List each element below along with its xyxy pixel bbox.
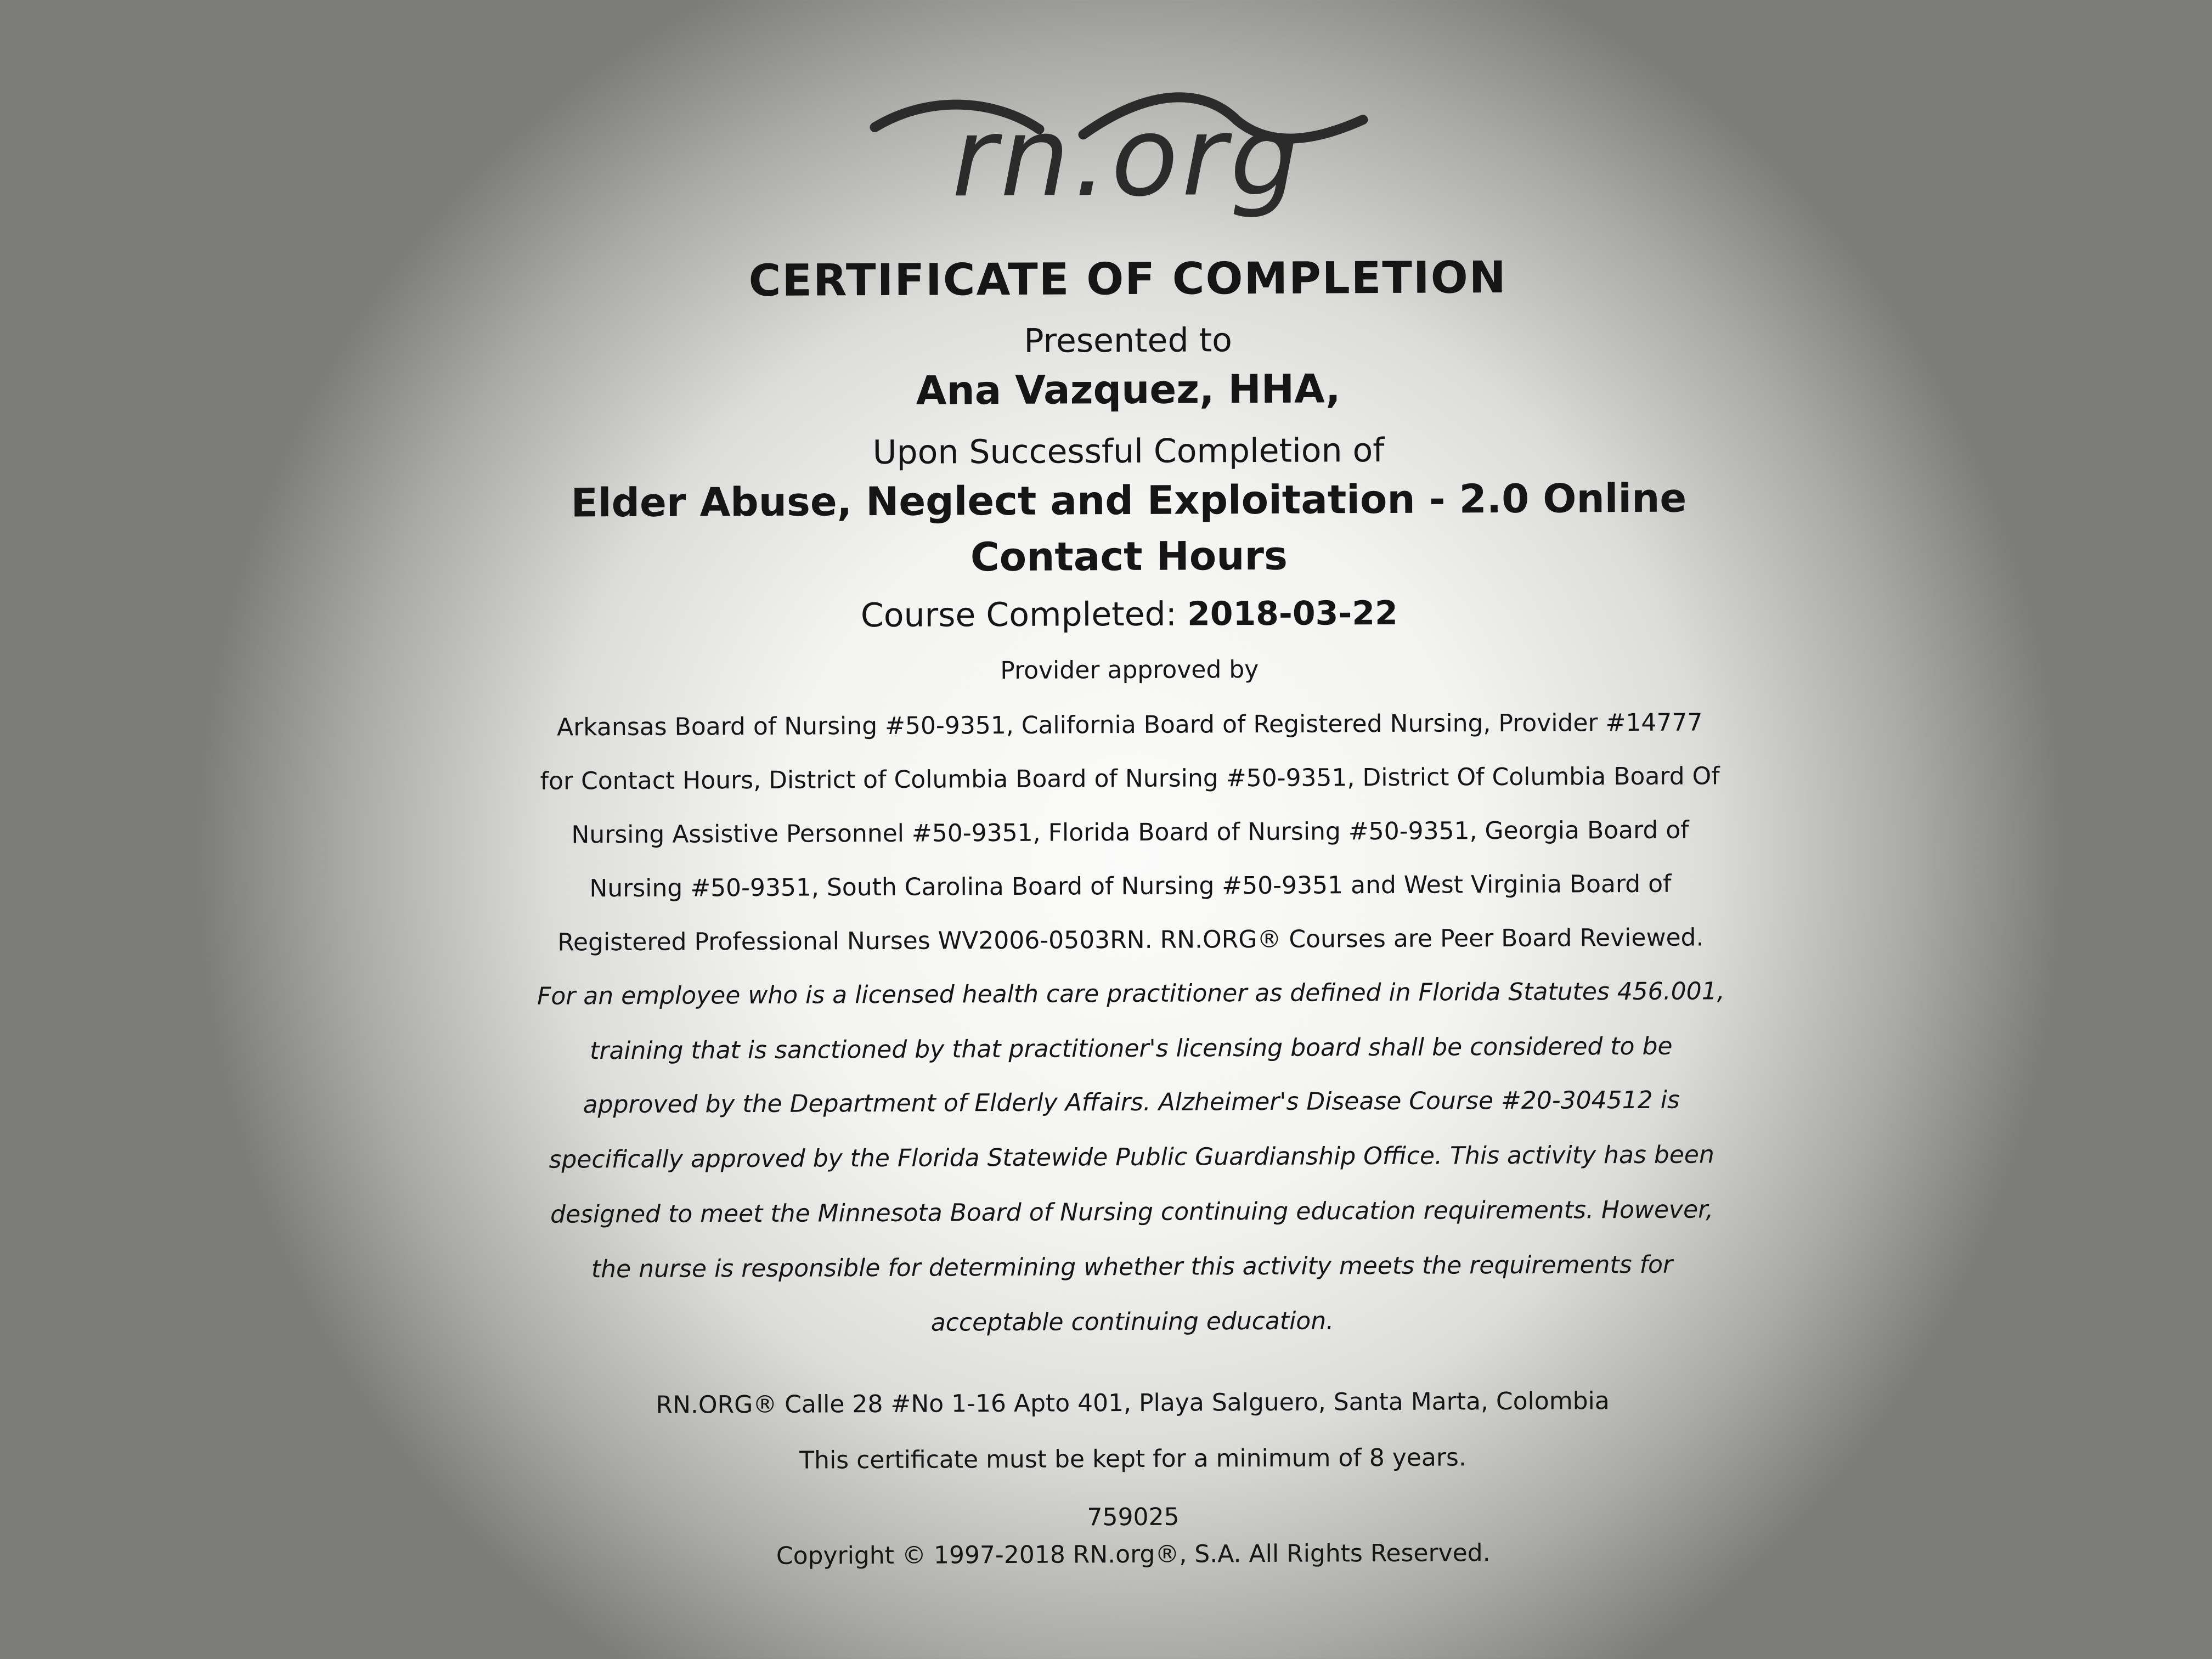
florida-statement-line: approved by the Department of Elderly Affairs. Alzheimer's Disease Course #20-304512 is xyxy=(583,1086,1680,1119)
logo-text: rn.org xyxy=(951,92,1304,222)
florida-statement-line: For an employee who is a licensed health care practitioner as defined in Florida Statutes 456.001, xyxy=(537,977,1725,1011)
florida-statement-line: specifically approved by the Florida Statewide Public Guardianship Office. This activity has been xyxy=(549,1141,1714,1174)
rn-org-logo xyxy=(853,81,1402,248)
certificate-number: 759025 xyxy=(1087,1503,1180,1532)
florida-statement-line: the nurse is responsible for determining whether this activity meets the requirements for xyxy=(591,1250,1673,1284)
florida-statement-line: training that is sanctioned by that practitioner's licensing board shall be considered to be xyxy=(589,1032,1673,1065)
approval-line: for Contact Hours, District of Columbia Board of Nursing #50-9351, District Of Columbia Board Of xyxy=(540,762,1720,795)
completion-label: Upon Successful Completion of xyxy=(872,431,1385,472)
course-completed xyxy=(0,590,2212,639)
course-title-line2: Contact Hours xyxy=(970,532,1288,580)
approval-line: Arkansas Board of Nursing #50-9351, California Board of Registered Nursing, Provider #14777 xyxy=(556,708,1703,742)
certificate-title: CERTIFICATE OF COMPLETION xyxy=(748,251,1507,307)
provider-address: RN.ORG® Calle 28 #No 1-16 Apto 401, Playa Salguero, Santa Marta, Colombia xyxy=(656,1387,1610,1419)
presented-to-label: Presented to xyxy=(1024,321,1233,360)
approval-line: Nursing #50-9351, South Carolina Board of Nursing #50-9351 and West Virginia Board of xyxy=(589,870,1672,903)
copyright-notice: Copyright © 1997-2018 RN.org®, S.A. All Rights Reserved. xyxy=(776,1539,1491,1570)
provider-approved-label: Provider approved by xyxy=(1000,655,1259,685)
recipient-name: Ana Vazquez, HHA, xyxy=(916,365,1341,414)
approval-line: Registered Professional Nurses WV2006-0503RN. RN.ORG® Courses are Peer Board Reviewed. xyxy=(557,923,1704,957)
retention-notice: This certificate must be kept for a minimum of 8 years. xyxy=(799,1443,1466,1475)
approval-line: Nursing Assistive Personnel #50-9351, Florida Board of Nursing #50-9351, Georgia Board of xyxy=(571,816,1689,849)
course-title-line1: Elder Abuse, Neglect and Exploitation - 2.0 Online xyxy=(571,475,1687,526)
florida-statement-line: acceptable continuing education. xyxy=(930,1307,1334,1337)
florida-statement-line: designed to meet the Minnesota Board of Nursing continuing education requirements. However, xyxy=(550,1195,1714,1229)
completed-label: Course Completed: xyxy=(860,595,1177,635)
completed-date: 2018-03-22 xyxy=(1187,594,1398,634)
